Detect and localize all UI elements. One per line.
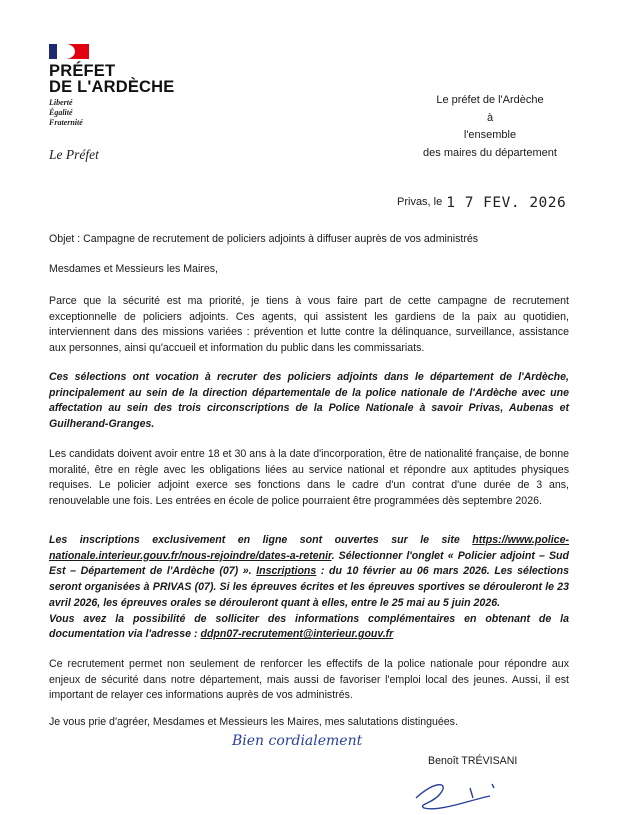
prefecture-line-2: DE L'ARDÈCHE xyxy=(49,78,175,96)
handwritten-note: Bien cordialement xyxy=(232,733,363,749)
p4-dates: : du 10 février au 06 mars 2026. Les sélections seront organisées à PRIVAS (07). Si les épreuves écrites et les épreuves sportives se dérouleront le 23 avril 2026, les épreuves orales se dérouleront quant à elles, entre le 25 mai au 5 juin 2026. xyxy=(49,565,569,609)
letter-date xyxy=(397,193,566,209)
signatory-label: Le Préfet xyxy=(49,147,99,162)
republic-motto xyxy=(49,98,83,128)
motto-egalite: Égalité xyxy=(49,108,73,117)
inscriptions-label: Inscriptions xyxy=(256,565,317,578)
object-line: Objet : Campagne de recrutement de policiers adjoints à diffuser auprès de vos administrés xyxy=(49,233,479,245)
date-place: Privas, le xyxy=(397,196,443,208)
paragraph-2: Ces sélections ont vocation à recruter des policiers adjoints dans le département de l'Ardèche, principalement au sein de la direction départementale de la police nationale de l'Ardèche avec une affectation au sein des trois circonscriptions de la Police Nationale à savoir Privas, Aubenas et Guilherand-Granges. xyxy=(49,371,569,431)
address-line-2: à xyxy=(486,111,494,124)
address-line-1: Le préfet de l'Ardèche xyxy=(436,94,544,106)
date-stamp: 1 7 FEV. 2026 xyxy=(446,195,567,211)
p4-tab: . Sélectionner l'onglet « Policier adjoint – Sud Est – Département de l'Ardèche (07) ». xyxy=(49,549,569,578)
closing-formula: Je vous prie d'agréer, Mesdames et Messieurs les Maires, mes salutations distinguées. xyxy=(49,716,458,728)
paragraph-4 xyxy=(49,533,569,643)
registration-link[interactable]: https://www.police-nationale.interieur.gouv.fr/nous-rejoindre/dates-a-retenir xyxy=(49,534,569,562)
paragraph-1: Parce que la sécurité est ma priorité, je tiens à vous faire part de cette campagne de recrutement exceptionnelle de policiers adjoints. Ces agents, qui assistent les gardiens de la paix au quotidien, interviennent dans des missions variées : prévention et lutte contre la délinquance, surveillance, assistance aux personnes, ainsi qu'accueil et information du public dans les commissariats. xyxy=(49,295,569,355)
p4-info: Vous avez la possibilité de solliciter des informations complémentaires en obtenant de la documentation via l'adresse : xyxy=(49,612,569,641)
address-line-4: des maires du département xyxy=(423,146,557,159)
contact-email-link[interactable]: ddpn07-recrutement@interieur.gouv.fr xyxy=(200,628,394,641)
signer-name: Benoît TRÉVISANI xyxy=(428,755,518,767)
republic-flag-logo xyxy=(49,44,89,59)
motto-liberte: Liberté xyxy=(49,98,73,107)
paragraph-3: Les candidats doivent avoir entre 18 et 30 ans à la date d'incorporation, être de nationalité française, de bonne moralité, être en règle avec les obligations liées au service national et répondre aux aptitudes physiques requises. Le policier adjoint exerce ses fonctions dans le cadre d'un contrat d'une durée de 3 ans, renouvelable une fois. Les entrées en école de police pourraient être programmées dès septembre 2026. xyxy=(49,448,569,508)
signature-scribble xyxy=(410,770,540,814)
prefecture-name xyxy=(49,63,175,95)
paragraph-5: Ce recrutement permet non seulement de renforcer les effectifs de la police nationale pour répondre aux enjeux de sécurité dans notre département, mais aussi de favoriser l'emploi local des jeunes. Aussi, il est important de relayer ces informations auprès de vos administrés. xyxy=(49,658,569,702)
motto-fraternite: Fraternité xyxy=(49,118,83,127)
recipient-address xyxy=(395,92,585,162)
address-line-3: l'ensemble xyxy=(463,129,517,141)
prefecture-line-1: PRÉFET xyxy=(49,62,116,80)
salutation: Mesdames et Messieurs les Maires, xyxy=(49,263,218,275)
p4-intro: Les inscriptions exclusivement en ligne sont ouvertes sur le site xyxy=(49,534,473,546)
